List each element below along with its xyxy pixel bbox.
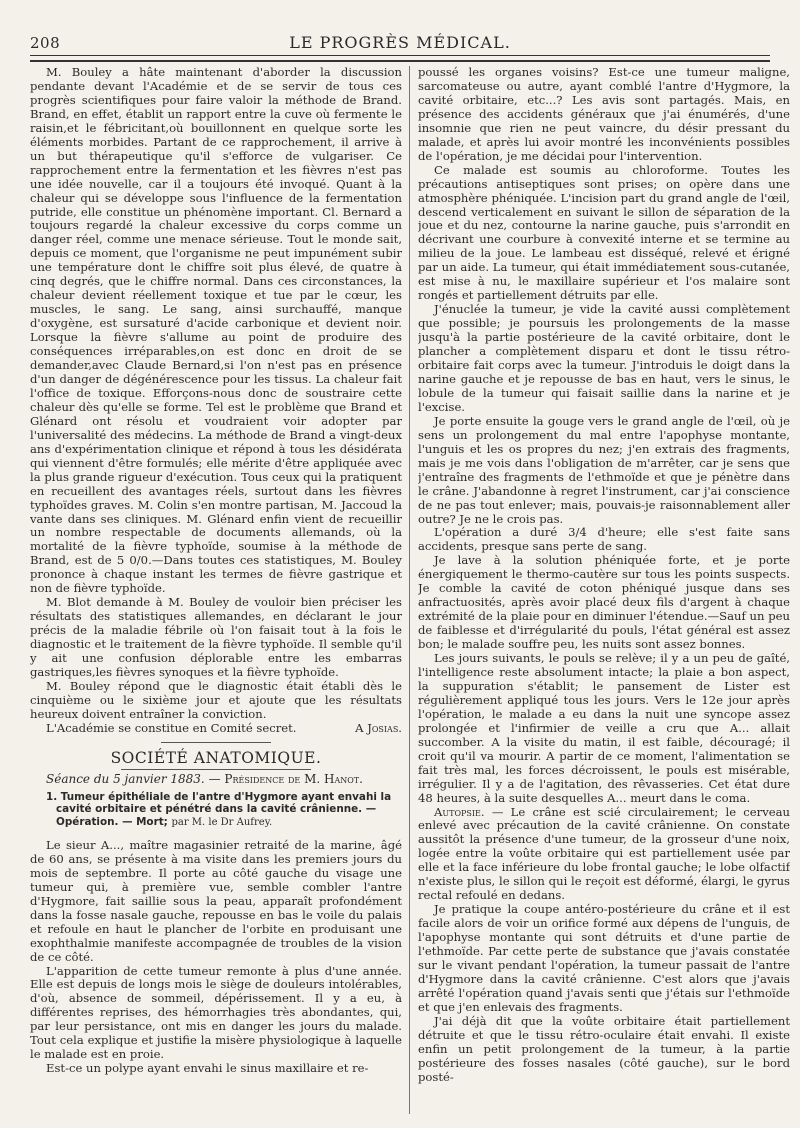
paragraph: Le sieur A..., maître magasinier retraité de la marine, âgé de 60 ans, se présente à ma visite dans les premiers jours du mois de septembre. Il porte au côté gauche du visage une tumeur qui, à première vue, semble combler l'antre d'Hygmore, fait saillie sous la peau, apparaît profondément dans la fosse nasale gauche, repousse en bas le voile du palais et refoule en haut le plancher de l'orbite en produisant une exophthalmie manifeste accompagnée de troubles de la vision de ce côté. — [30, 837, 402, 964]
paragraph: poussé les organes voisins? Est-ce une tumeur maligne, sarcomateuse ou autre, ayant comblé l'antre d'Hygmore, la cavité orbitaire, etc...? Les avis sont partagés. Mais, en présence des accidents généraux que j'ai énumérés, d'une insomnie que rien ne peut vaincre, du désir pressant du malade, et après lui avoir montré les inconvénients possibles de l'opération, je me décidai pour l'intervention. — [418, 66, 790, 163]
journal-title: LE PROGRÈS MÉDICAL. — [289, 33, 511, 52]
paragraph: M. Bouley répond que le diagnostic était établi dès le cinquième ou le sixième jour et ajoute que les résultats heureux doivent entraîner la conviction. — [30, 678, 402, 721]
paragraph — [418, 806, 790, 904]
session-date: Séance du 5 janvier 1883. — [46, 771, 205, 786]
paragraph: Je porte ensuite la gouge vers le grand angle de l'œil, où je sens un prolongement du mal entre l'apophyse montante, l'unguis et les os propres du nez; j'en extrais des fragments, mais je me vois dans l'obligation de m'arrêter, car je sens que j'entraîne des fragments de l'ethmoïde et que je pénètre dans le crâne. J'abandonne à regret l'instrument, car j'ai conscience de ne pas tout enlever; mais, pouvais-je raisonnablement aller outre? Je ne le crois pas. — [418, 413, 790, 526]
section-title: SOCIÉTÉ ANATOMIQUE. — [110, 748, 322, 767]
case-title-text: 1. Tumeur épithéliale de l'antre d'Hygmore ayant envahi la cavité orbitaire et pénétré dans la cavité crânienne. — Opération. — Mort; — [46, 790, 392, 828]
case-author: par M. le Dr Aufrey. — [171, 816, 273, 828]
paragraph: M. Bouley a hâte maintenant d'aborder la discussion pendante devant l'Académie et de se servir de tous ces progrès scientifiques pour faire valoir la méthode de Brand. Brand, en effet, établit un rapport entre la cuve où fermente le raisin,et le fébricitant,où bouillonnent en quelque sorte les éléments morbides. Partant de ce rapprochement, il arrive à un but thérapeutique qu'il s'efforce de vulgariser. Ce rapprochement entre la fermentation et les fièvres n'est pas une idée nouvelle, car il a toujours été invoqué. Quant à la chaleur qui se développe sous l'influence de la fermentation putride, elle constitue un phénomène important. Cl. Bernard a toujours regardé la chaleur excessive du corps comme un danger réel, comme une menace sérieuse. Tout le monde sait, depuis ce moment, que l'organisme ne peut impunément subir une température dont le chiffre soit plus élevé, de quatre à cinq degrés, que le chiffre normal. Dans ces circonstances, la chaleur devient réellement toxique et tue par le cœur, les muscles, le sang. Le sang, ainsi surchauffé, manque d'oxygène, est sursaturé d'acide carbonique et devient noir. Lorsque la fièvre s'allume au point de produire des conséquences irréparables,on est donc en droit de se demander,avec Claude Bernard,si l'on n'est pas en présence d'un danger de dégénérescence pour les tissus. La chaleur fait l'office de toxique. Efforçons-nous donc de soustraire cette chaleur dès qu'elle se forme. Tel est le problème que Brand et Glénard ont résolu et voudraient voir adopter par l'universalité des médecins. La méthode de Brand a vingt-deux ans d'expérimentation clinique et répond à tous les désidérata qui viennent d'être formulés; elle mérite d'être appliquée avec la plus grande rigueur d'exécution. Tous ceux qui la pratiquent en recueillent des avantages réels, surtout dans les fièvres typhoïdes graves. M. Colin s'en montre partisan, M. Jaccoud la vante dans ses cliniques. M. Glénard enfin vient de recueillir un nombre respectable de documents allemands, où la mortalité de la fièvre typhoïde, soumise à la méthode de Brand, est de 5 0/0.—Dans toutes ces statistiques, M. Bouley prononce à chaque instant les termes de fièvre gastrique et non de fièvre typhoïde. — [30, 66, 402, 596]
paragraph: Je pratique la coupe antéro-postérieure du crâne et il est facile alors de voir un orifice formé aux dépens de l'unguis, de l'apophyse montante qui sont détruits et d'une partie de l'ethmoïde. Par cette perte de substance que j'avais constatée sur le vivant pendant l'opération, la tumeur passait de l'antre d'Hygmore dans la cavité crânienne. C'est alors que j'avais arrêté l'opération quand j'avais senti que j'étais sur l'ethmoïde et que j'en enlevais des fragments. — [418, 902, 790, 1014]
paragraph: L'opération a duré 3/4 d'heure; elle s'est faite sans accidents, presque sans perte de sang. — [418, 525, 790, 554]
signature: A Josias. — [355, 720, 402, 735]
column-separator — [409, 66, 410, 1114]
paragraph: L'apparition de cette tumeur remonte à plus d'une année. Elle est depuis de longs mois le siège de douleurs intolérables, d'où, absence de sommeil, dépérissement. Il y a eu, à différentes reprises, des hémorrhagies très abondantes, qui, par leur persistance, ont mis en danger les jours du malade. Tout cela explique et justifie la misère physiologique à laquelle le malade est en proie. — [30, 963, 402, 1062]
session-line — [30, 773, 402, 787]
paragraph: J'énuclée la tumeur, je vide la cavité aussi complètement que possible; je poursuis les prolongements de la masse jusqu'à la partie postérieure de la cavité orbitaire, dont le plancher a complètement disparu et dont le tissu rétro-orbitaire fait corps avec la tumeur. J'introduis le doigt dans la narine gauche et je repousse de bas en haut, vers le sinus, le lobule de la tumeur qui faisait saillie dans la narine et je l'excise. — [418, 302, 790, 414]
case-title — [30, 791, 402, 829]
closing-text: L'Académie se constitue en Comité secret. — [46, 720, 297, 735]
header-rule-thick — [30, 60, 770, 62]
header-rule — [30, 55, 770, 56]
section-divider — [161, 742, 271, 743]
paragraph: Ce malade est soumis au chloroforme. Toutes les précautions antiseptiques sont prises; on opère dans une atmosphère phéniquée. L'incision part du grand angle de l'œil, descend verticalement en suivant le sillon de séparation de la joue et du nez, contourne la narine gauche, puis s'arrondit en décrivant une courbure à convexité interne et se termine au milieu de la joue. Le lambeau est disséqué, relevé et érigné par un aide. La tumeur, qui était immédiatement sous-cutanée, est mise à nu, le maxillaire supérieur et l'os malaire sont rongés et partiellement détruits par elle. — [418, 162, 790, 303]
closing-line — [30, 722, 402, 736]
paragraph: M. Blot demande à M. Bouley de vouloir bien préciser les résultats des statistiques allemandes, en déclarant le jour précis de la maladie fébrile où l'on faisait tout à la fois le diagnostic et le traitement de la fièvre typhoïde. Il semble qu'il y ait une confusion déplorable entre les embarras gastriques,les fièvres synoques et la fièvre typhoïde. — [30, 595, 402, 679]
page-number: 208 — [30, 34, 61, 52]
right-column — [418, 66, 790, 1114]
paragraph: J'ai déjà dit que la voûte orbitaire était partiellement détruite et que le tissu rétro-oculaire était envahi. Il existe enfin un petit prolongement de la tumeur, à la partie postérieure des fosses nasales (côté gauche), sur le bord posté- — [418, 1013, 790, 1084]
session-presidency: — Présidence de M. Hanot. — [208, 771, 363, 786]
paragraph: Je lave à la solution phéniquée forte, et je porte énergiquement le thermo-cautère sur tous les points suspects. Je comble la cavité de coton phéniqué jusque dans ses anfractuosités, après avoir placé deux fils d'argent à chaque extrémité de la plaie pour en diminuer l'étendue.—Sauf un peu de faiblesse et d'irrégularité du pouls, l'état général est assez bon; le malade souffre peu, les nuits sont assez bonnes. — [418, 553, 790, 652]
left-column — [30, 66, 402, 1114]
paragraph: Est-ce un polype ayant envahi le sinus maxillaire et re- — [46, 1061, 369, 1076]
paragraph: Les jours suivants, le pouls se relève; il y a un peu de gaîté, l'intelligence reste absolument intacte; la plaie a bon aspect, la suppuration s'établit; le pansement de Lister est régulièrement appliqué tous les jours. Vers le 12e jour après l'opération, le malade a eu dans la nuit une syncope assez prolongée et l'infirmier de veille a cru que A... allait succomber. A la visite du matin, il est faible, découragé; il croit qu'il va mourir. A partir de ce moment, l'alimentation se fait très mal, les forces décroissent, le pouls est misérable, irrégulier. Il y a de l'agitation, des rêvasseries. Cet état dure 48 heures, à la suite desquelles A... meurt dans le coma. — [418, 651, 790, 805]
page-header — [30, 30, 770, 52]
autopsy-label: Autopsie. — [434, 804, 485, 819]
autopsy-text: — Le crâne est scié circulairement; le cerveau enlevé avec précaution de la cavité crânienne. On constate aussitôt la présence d'une tumeur, de la grosseur d'une noix, logée entre la voûte orbitaire qui est partiellement usée par elle et la face inférieure du lobe frontal gauche; le lobe olfactif n'existe plus, le sillon qui le reçoit est déformé, élargi, le gyrus rectal refoulé en dedans. — [418, 804, 790, 903]
section-title-underline — [121, 769, 311, 770]
